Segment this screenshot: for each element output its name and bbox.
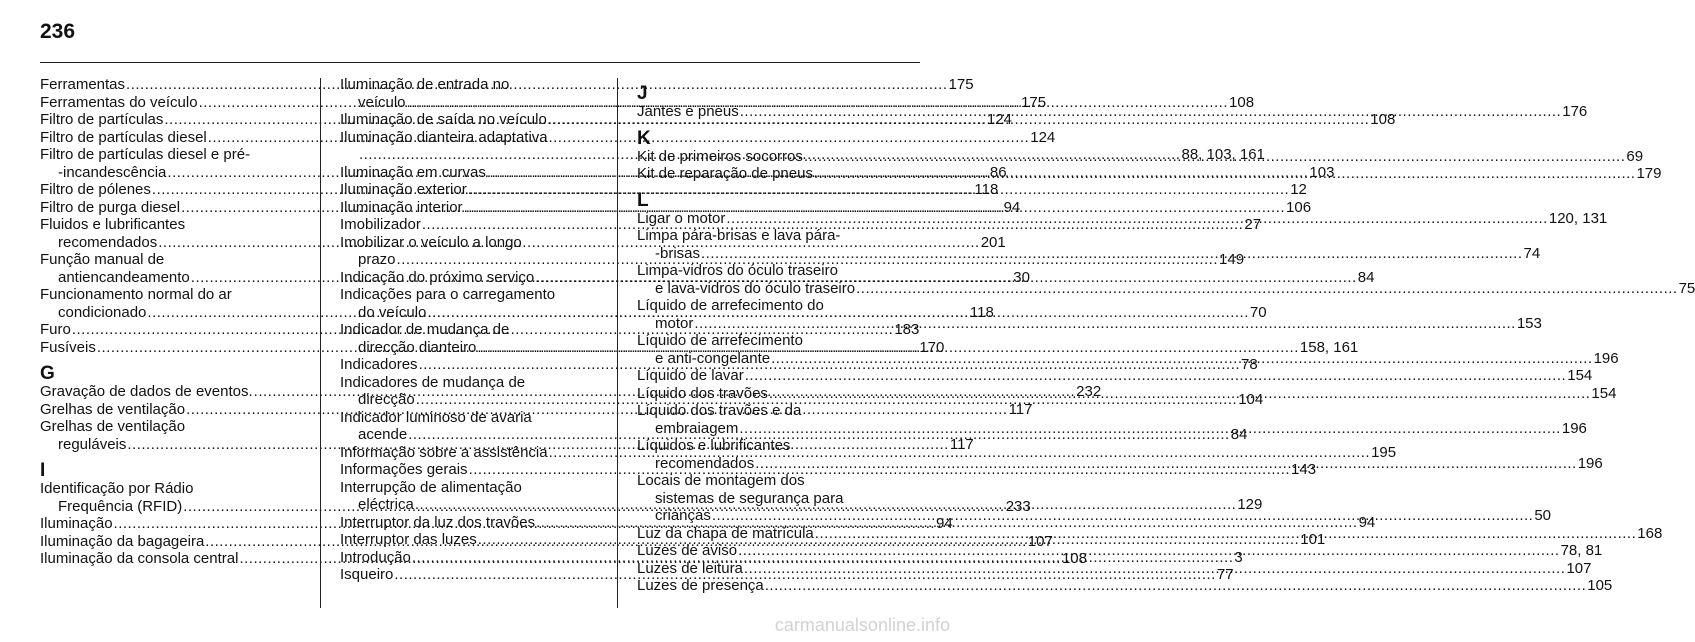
entry-pages: 30 [1013,268,1030,286]
entry-pages: 179 [1636,165,1662,182]
entry-text: Kit de reparação de pneus [637,165,813,182]
entry-text: Luzes de aviso [637,542,738,559]
entry-pages: 77 [1216,566,1234,583]
entry-line [637,577,1613,595]
entry-text: Ferramentas [40,76,126,93]
entry-text: eléctrica [358,496,414,513]
entry-text: Indicação do próximo serviço [340,268,535,286]
entry-text: Imobilizador [340,216,421,233]
leader-dots [744,560,1565,578]
entry-text: acende [358,426,408,443]
entry-text: Líquido dos travões [637,384,768,402]
entry-pages: 175 [948,76,974,93]
entry-text: e anti-congelante [655,349,771,367]
entry-pages: 70 [1249,303,1267,321]
entry-pages: 104 [1238,391,1264,408]
entry-heading: Identificação por Rádio [40,480,194,497]
leader-dots [856,280,1677,298]
entry-heading: Grelhas de ventilação [40,418,186,435]
entry-pages: 168 [1637,524,1663,542]
leader-dots [765,577,1586,595]
entry-pages: 27 [1244,216,1262,233]
section-letter: G [40,363,55,384]
entry-text: -incandescência [58,163,167,181]
leader-dots [738,542,1559,560]
column-divider [617,78,618,608]
leader-dots [815,525,1636,543]
entry-pages: 175 [1021,93,1047,111]
entry-pages: 120, 131 [1548,209,1608,227]
leader-dots [701,245,1522,263]
entry-heading: Limpa pára-brisas e lava pára- [637,227,841,244]
entry-heading: Funcionamento normal do ar [40,286,232,303]
entry-text: Iluminação da bagageira [40,532,205,550]
entry-pages: 75 [1678,279,1695,297]
entry-pages: 84 [1357,268,1375,286]
entry-text: Iluminação da consola central [40,550,239,567]
entry-pages: 94 [936,515,953,532]
entry-pages: 108 [1229,93,1255,111]
entry-pages: 196 [1561,419,1587,437]
entry-text: Ligar o motor [637,209,726,227]
entry-pages: 196 [1593,349,1619,367]
leader-dots [694,315,1515,333]
entry-pages: 118 [974,181,999,198]
entry-pages: 158, 161 [1299,338,1359,356]
entry-line [637,367,1593,385]
entry-heading: Interrupção de alimentação [340,478,522,496]
entry-pages: 154 [1591,384,1617,402]
entry-text: Iluminação interior [340,198,463,216]
entry-pages: 86 [989,163,1007,181]
leader-dots [745,367,1566,385]
entry-text: do veículo [358,303,427,321]
entry-pages: 94 [1358,513,1376,531]
entry-text: Filtro de partículas diesel [40,128,207,146]
entry-text: Informação sobre a assistência [340,443,548,461]
entry-pages: 50 [1534,507,1552,524]
entry-pages: 12 [1290,181,1307,198]
entry-pages: 154 [1567,367,1593,384]
entry-text: Isqueiro [340,566,394,583]
entry-pages: 69 [1626,147,1644,165]
entry-text: Jantes e pneus [637,103,739,120]
entry-pages: 107 [1566,559,1592,577]
entry-text: motor [655,314,694,332]
entry-text: direcção [358,391,415,408]
entry-text: Fusíveis [40,338,96,356]
entry-heading: Iluminação de entrada no [340,76,510,93]
entry-heading: Limpa-vidros do óculo traseiro [637,262,838,279]
entry-text: Frequência (RFID) [58,497,183,515]
entry-text: reguláveis [58,435,127,453]
entry-heading: Imobilizar o veículo a longo [340,233,522,251]
entry-pages: 84 [1230,426,1248,443]
entry-text: -brisas [655,244,701,262]
leader-dots [769,385,1590,403]
page-number: 236 [40,20,76,43]
entry-heading: Fluidos e lubrificantes [40,216,186,233]
entry-text: direcção dianteiro [358,338,477,356]
entry-text: veículo [358,93,406,111]
entry-text: Iluminação em curvas [340,163,486,181]
entry-text: Interruptor das luzes [340,531,477,548]
entry-heading: Indicador de mudança de [340,321,510,338]
entry-text: Ferramentas do veículo [40,93,198,111]
entry-heading: Filtro de partículas diesel e pré- [40,146,251,163]
leader-dots [208,129,1029,147]
section-letter: K [637,127,651,149]
entry-pages: 170 [919,338,945,356]
entry-text: crianças [655,507,711,524]
entry-text: Informações gerais [340,461,468,478]
entry-pages: 78 [1241,356,1258,373]
entry-text: Kit de primeiros socorros [637,147,803,165]
leader-dots [814,165,1635,183]
entry-heading: Líquido de arrefecimento do [637,297,824,314]
entry-text: Gravação de dados de eventos. [40,383,253,400]
entry-pages: 101 [1300,531,1326,548]
section-letter: L [637,189,649,211]
entry-text: e lava-vidros do óculo traseiro [655,279,856,297]
entry-text: Furo [40,321,71,338]
entry-pages: 105 [1587,577,1613,594]
entry-pages: 129 [1237,496,1263,513]
entry-pages: 103 [1309,163,1335,181]
entry-pages: 118 [969,303,994,321]
entry-text: prazo [358,251,396,268]
entry-text: antiencandeamento [58,268,190,286]
entry-text: Líquido de lavar [637,367,744,384]
entry-text: Filtro de pólenes [40,181,151,198]
entry-pages: 201 [980,233,1006,251]
entry-text: Introdução [340,548,411,566]
leader-dots [712,507,1533,525]
entry-heading: Função manual de [40,251,165,268]
entry-pages: 108 [1061,550,1087,567]
entry-pages: 74 [1523,244,1541,262]
entry-pages: 176 [1562,103,1588,120]
entry-text: Iluminação exterior [340,181,467,198]
entry-pages: 153 [1516,314,1542,332]
entry-text: Iluminação de saída no veículo [340,111,547,128]
entry-heading: sistemas de segurança para [655,489,844,507]
entry-heading: Líquido de arrefecimento [637,332,803,349]
leader-dots [804,148,1625,166]
watermark: carmanualsonline.info [774,615,950,635]
entry-text: Filtro de partículas [40,111,164,128]
entry-heading: Líquido dos travões e da [637,402,802,419]
leader-dots [771,350,1592,368]
leader-dots [726,210,1547,228]
entry-pages: 117 [1008,400,1033,418]
entry-heading: Indicador luminoso de avaria [340,408,532,426]
entry-pages: 233 [1005,497,1031,515]
entry-text: Interruptor da luz dos travões [340,513,536,531]
entry-pages: 78, 81 [1560,542,1603,559]
entry-heading: Indicações para o carregamento [340,286,556,303]
entry-pages: 117 [949,435,974,453]
entry-heading: Iluminação dianteira adaptativa [340,128,548,146]
entry-text: recomendados [58,233,158,251]
entry-text: Indicadores [340,356,418,373]
entry-text: embraiagem [655,419,739,437]
entry-pages: 124 [1030,128,1056,146]
entry-pages: 3 [1234,548,1243,566]
entry-pages: 124 [986,111,1012,128]
entry-text: recomendados [655,454,755,472]
entry-pages: 196 [1577,454,1603,472]
entry-pages: 108 [1370,111,1396,128]
entry-text: Filtro de purga diesel [40,198,181,216]
index-entry [637,577,1613,595]
entry-line [637,279,1695,298]
leader-dots [755,455,1576,473]
leader-dots [740,103,1561,121]
entry-pages: 149 [1219,251,1245,268]
entry-heading: Líquidos e lubrificantes [637,437,791,454]
column-divider [320,78,321,608]
entry-pages: 106 [1286,198,1312,216]
entry-heading: Locais de montagem dos [637,472,805,489]
header-rule [40,62,920,63]
entry-text: Luzes de presença [637,577,764,594]
leader-dots [739,420,1560,438]
entry-pages: 88, 103, 161 [1181,146,1265,163]
entry-pages: 107 [1027,532,1053,550]
entry-text: Luzes de leitura [637,559,743,577]
entry-text: Luz da chapa de matrícula [637,524,814,542]
entry-heading: Indicadores de mudança de [340,373,526,391]
entry-text: Iluminação [40,515,113,532]
index-entry [637,367,1593,385]
entry-pages: 195 [1371,443,1397,461]
section-letter: I [40,460,46,481]
entry-pages: 94 [1003,198,1021,216]
entry-text: Grelhas de ventilação [40,400,186,418]
entry-pages: 143 [1291,461,1317,478]
entry-pages: 232 [1076,383,1102,400]
section-letter: J [637,83,648,104]
entry-pages: 183 [894,321,920,338]
entry-text: condicionado [58,303,147,321]
